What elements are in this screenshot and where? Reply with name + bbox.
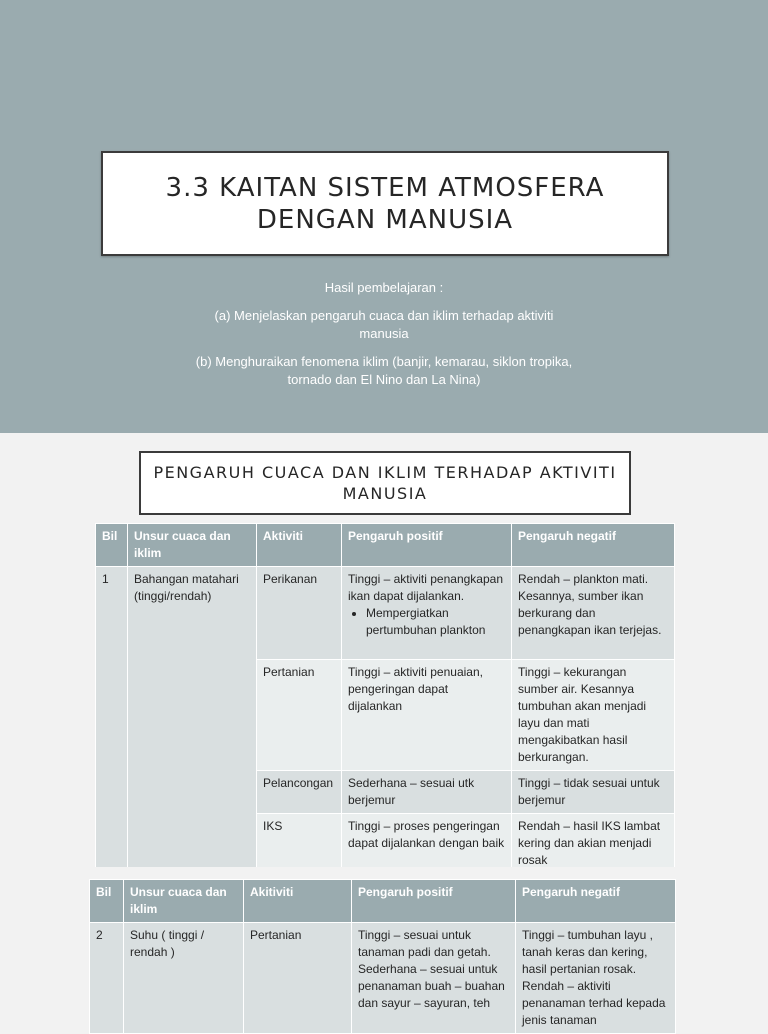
learning-outcomes-heading: Hasil pembelajaran : bbox=[324, 280, 444, 295]
temperature-slide bbox=[0, 867, 768, 1027]
cell-aktiviti: Perikanan bbox=[257, 567, 342, 660]
objective-a: (a) Menjelaskan pengaruh cuaca dan iklim terhadap aktiviti manusia bbox=[214, 308, 554, 341]
header-positif: Pengaruh positif bbox=[352, 880, 516, 923]
cell-unsur: Bahangan matahari (tinggi/rendah) bbox=[128, 567, 257, 874]
influence-slide bbox=[0, 433, 768, 867]
header-negatif: Pengaruh negatif bbox=[516, 880, 676, 923]
cell-positif: Tinggi – sesuai untuk tanaman padi dan getah. Sederhana – sesuai untuk penanaman buah – buahan dan sayur – sayuran, teh bbox=[352, 923, 516, 1034]
cell-bil: 2 bbox=[90, 923, 124, 1034]
table-row bbox=[96, 567, 675, 660]
section-title-box bbox=[139, 451, 631, 515]
header-unsur: Unsur cuaca dan iklim bbox=[128, 524, 257, 567]
cell-positif: Tinggi – proses pengeringan dapat dijalankan dengan baik bbox=[342, 814, 512, 874]
header-aktiviti: Akitiviti bbox=[244, 880, 352, 923]
title-slide bbox=[0, 0, 768, 433]
cell-bil: 1 bbox=[96, 567, 128, 874]
cell-aktiviti: Pelancongan bbox=[257, 771, 342, 814]
positif-bullet: • Mempergiatkan pertumbuhan plankton bbox=[366, 605, 505, 639]
cell-aktiviti: Pertanian bbox=[257, 660, 342, 771]
header-negatif: Pengaruh negatif bbox=[512, 524, 675, 567]
positif-text: Tinggi – aktiviti penangkapan ikan dapat dijalankan. bbox=[348, 572, 503, 603]
cell-aktiviti: Pertanian bbox=[244, 923, 352, 1034]
header-unsur: Unsur cuaca dan iklim bbox=[124, 880, 244, 923]
header-aktiviti: Aktiviti bbox=[257, 524, 342, 567]
cell-negatif: Tinggi – tidak sesuai untuk berjemur bbox=[512, 771, 675, 814]
table-header-row bbox=[96, 524, 675, 567]
table-header-row bbox=[90, 880, 676, 923]
cell-positif: Tinggi – aktiviti penuaian, pengeringan dapat dijalankan bbox=[342, 660, 512, 771]
positif-bullet-list bbox=[348, 605, 505, 639]
cell-negatif: Tinggi – tumbuhan layu , tanah keras dan kering, hasil pertanian rosak. Rendah – aktiviti penanaman terhad kepada jenis tanaman bbox=[516, 923, 676, 1034]
cell-positif: Sederhana – sesuai utk berjemur bbox=[342, 771, 512, 814]
cell-unsur: Suhu ( tinggi / rendah ) bbox=[124, 923, 244, 1034]
cell-negatif: Tinggi – kekurangan sumber air. Kesannya tumbuhan akan menjadi layu dan mati mengakibatkan hasil berkurangan. bbox=[512, 660, 675, 771]
section-title: PENGARUH CUACA DAN IKLIM TERHADAP AKTIVITI MANUSIA bbox=[153, 463, 617, 503]
cell-negatif: Rendah – plankton mati. Kesannya, sumber ikan berkurang dan penangkapan ikan terjejas. bbox=[512, 567, 675, 660]
cell-positif bbox=[342, 567, 512, 660]
temperature-table bbox=[89, 879, 676, 1034]
header-bil: Bil bbox=[96, 524, 128, 567]
slide-title: 3.3 KAITAN SISTEM ATMOSFERA DENGAN MANUSIA bbox=[165, 172, 605, 235]
table-row bbox=[90, 923, 676, 1034]
objective-b: (b) Menghuraikan fenomena iklim (banjir, kemarau, siklon tropika, tornado dan El Nino dan La Nina) bbox=[195, 354, 573, 387]
header-bil: Bil bbox=[90, 880, 124, 923]
influence-table bbox=[95, 523, 675, 874]
title-box bbox=[101, 151, 669, 256]
cell-negatif: Rendah – hasil IKS lambat kering dan akian menjadi rosak bbox=[512, 814, 675, 874]
cell-aktiviti: IKS bbox=[257, 814, 342, 874]
header-positif: Pengaruh positif bbox=[342, 524, 512, 567]
